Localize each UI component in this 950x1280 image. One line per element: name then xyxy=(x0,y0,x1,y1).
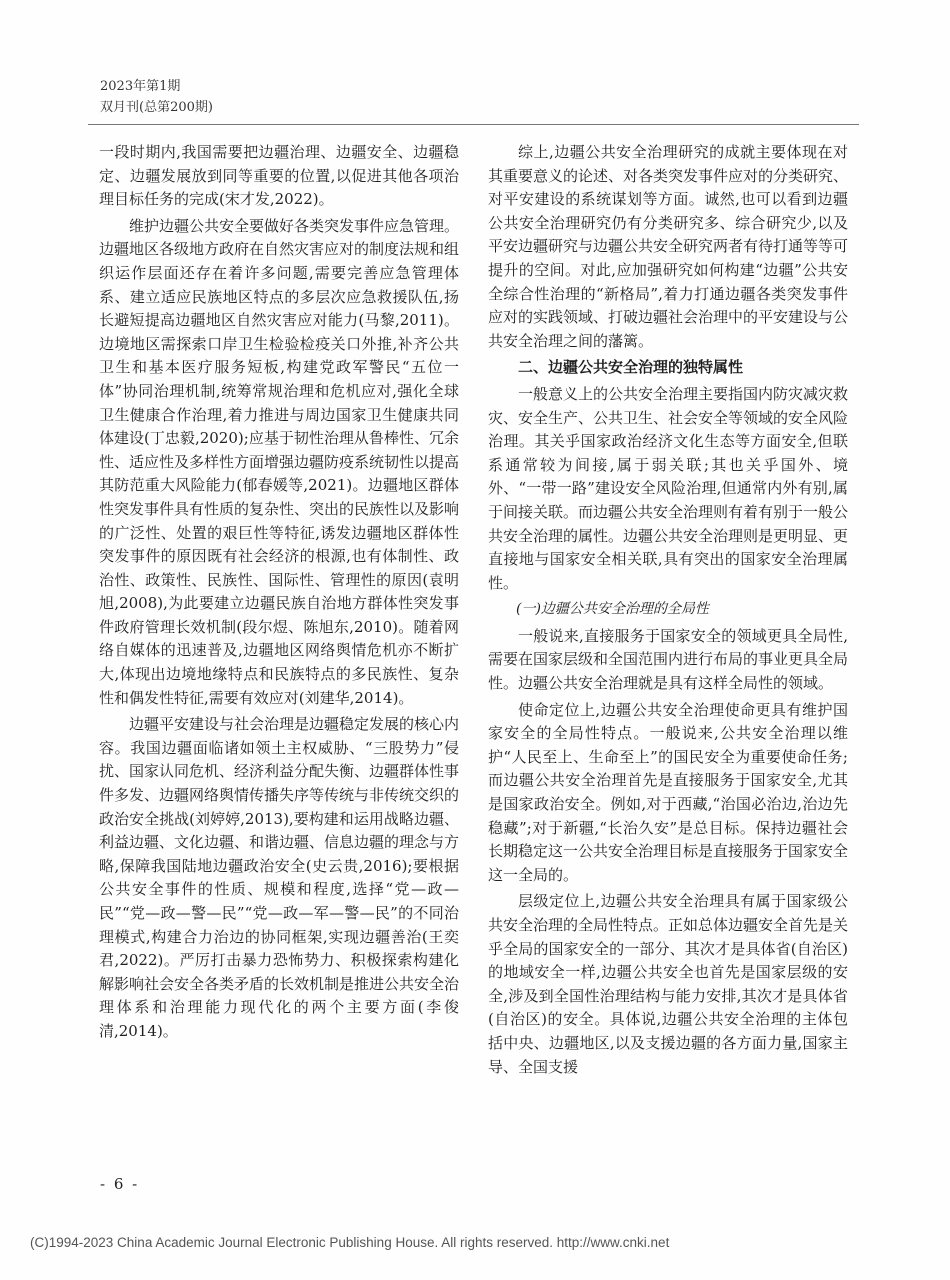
header-divider xyxy=(88,124,859,125)
paragraph: 层级定位上,边疆公共安全治理具有属于国家级公共安全治理的全局性特点。正如总体边疆安全首先是关乎全局的国家安全的一部分、其次才是具体省(自治区)的地域安全一样,边疆公共安全也首先是国家层级的安全,涉及到全国性治理结构与能力安排,其次才是具体省(自治区)的安全。具体说,边疆公共安全治理的主体包括中央、边疆地区,以及支援边疆的各方面力量,国家主导、全国支援 xyxy=(488,892,849,1076)
subsection-heading: (一)边疆公共安全治理的全局性 xyxy=(516,601,709,618)
frequency-label: 双月刊(总第200期) xyxy=(100,100,213,115)
issue-label: 2023年第1期 xyxy=(100,79,181,94)
copyright-footer: (C)1994-2023 China Academic Journal Electronic Publishing House. All rights reserved. http://www.cnki.net xyxy=(30,1235,670,1250)
paragraph: 综上,边疆公共安全治理研究的成就主要体现在对其重要意义的论述、对各类突发事件应对的分类研究、对平安建设的系统谋划等方面。诚然,也可以看到边疆公共安全治理研究仍有分类研究多、综合研究少,以及平安边疆研究与边疆公共安全研究两者有待打通等等可提升的空间。对此,应加强研究如何构建“边疆”公共安全综合性治理的“新格局”,着力打通边疆各类突发事件应对的实践领域、打破边疆社会治理中的平安建设与公共安全治理之间的藩篱。 xyxy=(488,143,849,350)
right-column xyxy=(488,141,848,1082)
journal-header xyxy=(100,76,213,118)
paragraph: 边疆平安建设与社会治理是边疆稳定发展的核心内容。我国边疆面临诸如领土主权威胁、“三股势力”侵扰、国家认同危机、经济利益分配失衡、边疆群体性事件多发、边疆网络舆情传播失序等传统与非传统交织的政治安全挑战(刘婷婷,2013),要构建和运用战略边疆、利益边疆、文化边疆、和谐边疆、信息边疆的理念与方略,保障我国陆地边疆政治安全(史云贵,2016);要根据公共安全事件的性质、规模和程度,选择“党—政—民”“党—政—警—民”“党—政—军—警—民”的不同治理模式,构建合力治边的协同框架,实现边疆善治(王奕君,2022)。严厉打击暴力恐怖势力、积极探索构建化解影响社会安全各类矛盾的长效机制是推进公共安全治理体系和治理能力现代化的两个主要方面(李俊清,2014)。 xyxy=(99,715,460,1040)
paragraph: 一段时期内,我国需要把边疆治理、边疆安全、边疆稳定、边疆发展放到同等重要的位置,以促进其他各项治理目标任务的完成(宋才发,2022)。 xyxy=(99,143,459,209)
paragraph: 一般说来,直接服务于国家安全的领域更具全局性,需要在国家层级和全国范围内进行布局的事业更具全局性。边疆公共安全治理就是具有这样全局性的领域。 xyxy=(488,626,849,693)
left-column xyxy=(99,141,459,1047)
paragraph: 使命定位上,边疆公共安全治理使命更具有维护国家安全的全局性特点。一般说来,公共安全治理以维护“人民至上、生命至上”的国民安全为重要使命任务;而边疆公共安全治理首先是直接服务于国家安全,尤其是国家政治安全。例如,对于西藏,“治国必治边,治边先稳藏”;对于新疆,“长治久安”是总目标。保持边疆社会长期稳定这一公共安全治理目标是直接服务于国家安全这一全局的。 xyxy=(488,700,849,884)
section-heading: 二、边疆公共安全治理的独特属性 xyxy=(518,358,744,377)
paragraph: 一般意义上的公共安全治理主要指国内防灾减灾救灾、安全生产、公共卫生、社会安全等领域的安全风险治理。其关乎国家政治经济文化生态等方面安全,但联系通常较为间接,属于弱关联;其也关乎国外、境外、“一带一路”建设安全风险治理,但通常内外有别,属于间接关联。而边疆公共安全治理则有着有别于一般公共安全治理的属性。边疆公共安全治理则是更明显、更直接地与国家安全相关联,具有突出的国家安全治理属性。 xyxy=(488,384,849,592)
paragraph: 维护边疆公共安全要做好各类突发事件应急管理。边疆地区各级地方政府在自然灾害应对的制度法规和组织运作层面还存在着许多问题,需要完善应急管理体系、建立适应民族地区特点的多层次应急救援队伍,扬长避短提高边疆地区自然灾害应对能力(马黎,2011)。边境地区需探索口岸卫生检验检疫关口外推,补齐公共卫生和基本医疗服务短板,构建党政军警民“五位一体”协同治理机制,统筹常规治理和危机应对,强化全球卫生健康合作治理,着力推进与周边国家卫生健康共同体建设(丁忠毅,2020);应基于韧性治理从鲁棒性、冗余性、适应性及多样性方面增强边疆防疫系统韧性以提高其防范重大风险能力(郁春媛等,2021)。边疆地区群体性突发事件具有性质的复杂性、突出的民族性以及影响的广泛性、处置的艰巨性等特征,诱发边疆地区群体性突发事件的原因既有社会经济的根源,也有体制性、政治性、政策性、民族性、国际性、管理性的原因(袁明旭,2008),为此要建立边疆民族自治地方群体性突发事件政府管理长效机制(段尔煜、陈旭东,2010)。随着网络自媒体的迅速普及,边疆地区网络舆情危机亦不断扩大,体现出边境地缘特点和民族特点的多民族性、复杂性和偶发性特征,需要有效应对(刘建华,2014)。 xyxy=(99,216,460,707)
page-number: - 6 - xyxy=(100,1175,140,1193)
